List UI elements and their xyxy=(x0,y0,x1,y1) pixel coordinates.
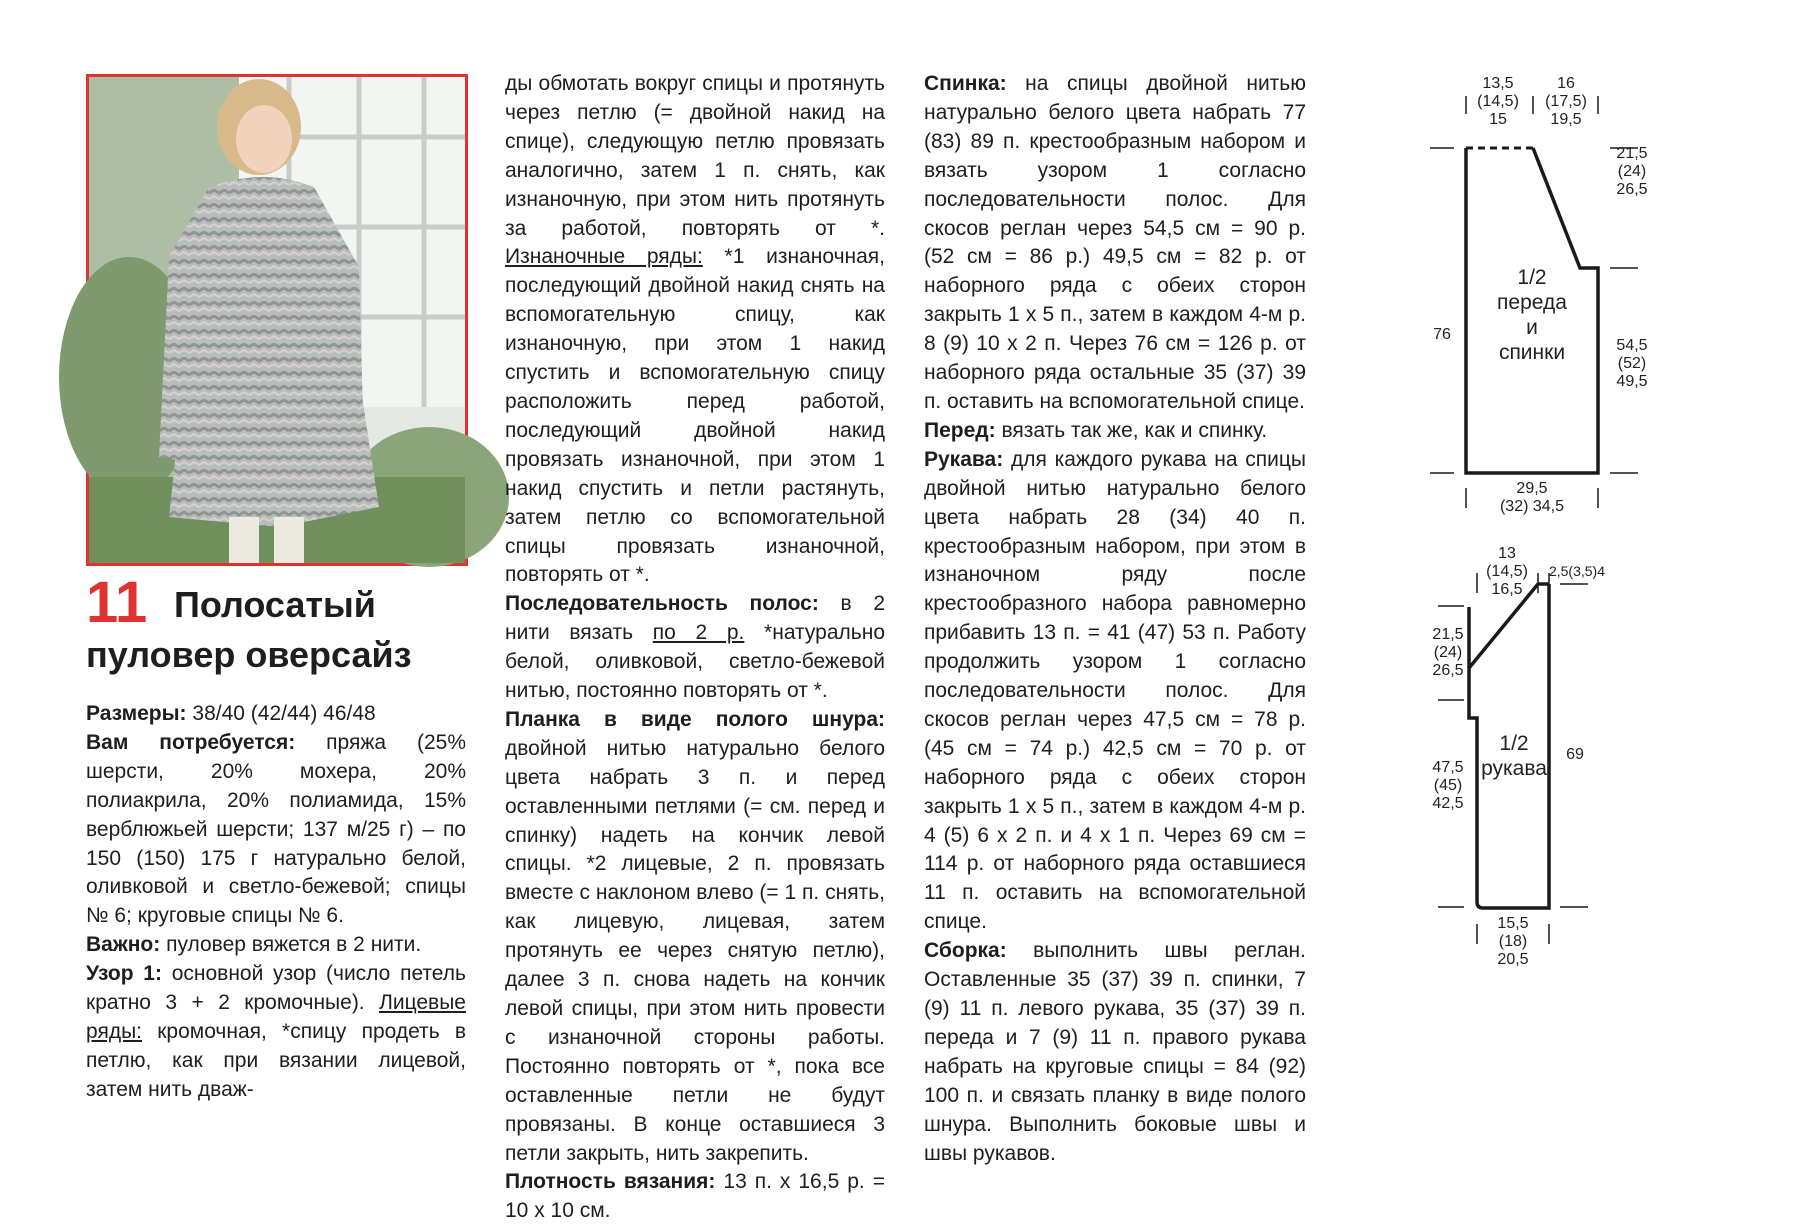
gauge-text: 13 п. х 16,5 р. = 10 х 10 см. xyxy=(505,1170,885,1223)
important-paragraph xyxy=(86,931,466,960)
body-top-left-1: 13,5 xyxy=(1482,75,1514,92)
important-label: Важно: xyxy=(86,933,161,957)
body-top-right-1: 16 xyxy=(1557,75,1575,92)
stripes-text-b: *натурально белой, оливковой, светло-бежевой нитью, постоянно повторять от *. xyxy=(505,621,885,703)
body-bottom-2: (32) 34,5 xyxy=(1499,498,1565,515)
body-label-1: 1/2 xyxy=(1517,266,1547,289)
model-photo xyxy=(86,74,468,566)
body-schematic xyxy=(1430,75,1648,515)
sleeve-side-2: (45) xyxy=(1433,777,1463,794)
body-side-1: 54,5 xyxy=(1616,337,1648,354)
sizes-label: Размеры: xyxy=(86,702,187,725)
pattern-schematics xyxy=(1380,60,1700,1020)
body-raglan-2: (24) xyxy=(1617,163,1647,180)
project-number: 11 xyxy=(86,570,148,635)
front-text: вязать так же, как и спинку. xyxy=(995,418,1268,442)
front-label: Перед: xyxy=(924,418,996,442)
body-top-left-2: (14,5) xyxy=(1477,93,1519,110)
sleeve-top-1: 13 xyxy=(1498,545,1516,562)
sleeve-top-2: (14,5) xyxy=(1486,563,1528,580)
body-raglan-3: 26,5 xyxy=(1616,181,1648,198)
body-label-4: спинки xyxy=(1498,341,1566,364)
gauge-paragraph xyxy=(505,1168,885,1226)
assembly-text: выполнить швы реглан. Оставленные 35 (37) 39 п. спинки, 7 (9) 11 п. левого рукава, 35 (37) 39 п. переда и 7 (9) 11 п. правого рукава набрать на круговые спицы = 84 (92) 100 п. и связать планку в виде полого шнура. Выполнить боковые швы и швы рукавов. xyxy=(924,939,1306,1165)
sleeve-label-1: 1/2 xyxy=(1499,732,1529,755)
body-bottom-1: 29,5 xyxy=(1516,480,1548,497)
sizes-paragraph xyxy=(86,700,466,729)
materials-label: Вам потребуется: xyxy=(86,730,296,754)
pattern-cont-a: ды обмотать вокруг спицы и протянуть через петлю (= двойной накид на спице), следующую петлю провязать аналогично, затем 1 п. снять, как изнаночную, при этом нить протянуть за работой, повторять от *. xyxy=(505,72,885,240)
pattern-cont-b: *1 изнаночная, последующий двойной накид снять на вспомогательную спицу, как изнаночную, при этом 1 накид спустить и вспомогательную спицу расположить перед работой, последующий двойной накид провязать изнаночной, при этом 1 накид спустить и петли растянуть, затем петлю со вспомогательной спицы провязать изнаночной, повторять от *. xyxy=(505,245,885,587)
back-text: на спицы двойной нитью натурально белого цвета набрать 77 (83) 89 п. крестообразным набором и вязать узором 1 согласно последовательности полос. Для скосов реглан через 54,5 см = 90 р. (52 см = 86 р.) 49,5 см = 82 р. от наборного ряда с обеих сторон закрыть 1 х 5 п., затем в каждом 4-м р. 8 (9) 10 х 2 п. Через 76 см = 126 р. от наборного ряда остальные 35 (37) 39 п. оставить на вспомогательной спице. xyxy=(924,72,1306,413)
body-height: 76 xyxy=(1433,326,1451,343)
sleeve-top-right: 2,5(3,5)4 xyxy=(1548,563,1606,579)
materials-text: пряжа (25% шерсти, 20% мохера, 20% полиакрила, 20% полиамида, 15% верблюжьей шерсти; 137 м/25 г) – по 150 (150) 175 г натурально белой, оливковой и светло-бежевой; спицы № 6; круговые спицы № 6. xyxy=(86,730,466,928)
sleeve-bottom-3: 20,5 xyxy=(1497,951,1529,968)
stripes-paragraph xyxy=(505,590,885,706)
body-top-left-3: 15 xyxy=(1489,111,1507,128)
materials-paragraph xyxy=(86,729,466,931)
knit-rows-label: Лицевые ряды: xyxy=(86,991,466,1043)
sleeve-top-3: 16,5 xyxy=(1491,581,1523,598)
body-side-2: (52) xyxy=(1617,355,1647,372)
pattern-paragraph xyxy=(86,960,466,1105)
sleeve-schematic xyxy=(1432,545,1605,968)
sleeve-height: 69 xyxy=(1566,746,1584,763)
column-1 xyxy=(86,700,466,1105)
sleeves-label: Рукава: xyxy=(924,447,1004,471)
assembly-label: Сборка: xyxy=(924,939,1007,963)
stripes-label: Последовательность полос: xyxy=(505,592,819,616)
sleeves-paragraph xyxy=(924,446,1306,937)
column-2 xyxy=(505,70,885,1226)
sleeve-bottom-1: 15,5 xyxy=(1497,915,1529,932)
assembly-paragraph xyxy=(924,937,1306,1168)
column-3 xyxy=(924,70,1306,1168)
sizes-text: 38/40 (42/44) 46/48 xyxy=(186,702,376,725)
body-label-3: и xyxy=(1526,316,1538,339)
pattern-text-a: основной узор (число петель кратно 3 + 2 кромочные). xyxy=(86,962,466,1015)
title-line-2: пуловер оверсайз xyxy=(86,634,412,675)
sleeve-label-2: рукава xyxy=(1481,757,1547,780)
pattern-continued xyxy=(505,70,885,590)
cord-paragraph xyxy=(505,706,885,1169)
sleeve-bottom-2: (18) xyxy=(1498,933,1528,950)
body-side-3: 49,5 xyxy=(1616,373,1648,390)
sleeve-raglan-2: (24) xyxy=(1433,644,1463,661)
body-top-right-3: 19,5 xyxy=(1550,111,1582,128)
stripes-underlined: по 2 р. xyxy=(652,621,745,645)
cord-text: двойной нитью натурально белого цвета набрать 3 п. и перед оставленными петлями (= см. перед и спинку) надеть на кончик левой спицы. *2 лицевые, 2 п. провязать вместе с наклоном влево (= 1 п. снять, как лицевую, лицевая, затем протянуть ее через снятую петлю), далее 3 п. снова надеть на кончик левой спицы, при этом нить провести с изнаночной стороны работы. Постоянно повторять от *, пока все оставленные петли не будут провязаны. В конце оставшиеся 3 петли закрыть, нить закрепить. xyxy=(505,736,885,1165)
body-raglan-1: 21,5 xyxy=(1616,145,1648,162)
stripes-text-a: в 2 нити вязать xyxy=(505,592,885,645)
body-top-right-2: (17,5) xyxy=(1545,93,1587,110)
pattern-label: Узор 1: xyxy=(86,962,162,986)
sleeve-raglan-3: 26,5 xyxy=(1432,662,1464,679)
sleeve-raglan-1: 21,5 xyxy=(1432,626,1464,643)
cord-label: Планка в виде полого шнура: xyxy=(505,707,885,731)
body-label-2: переда xyxy=(1497,291,1567,314)
purl-rows-label: Изнаночные ряды: xyxy=(505,245,703,269)
gauge-label: Плотность вязания: xyxy=(505,1170,716,1194)
sleeve-side-3: 42,5 xyxy=(1432,795,1464,812)
sleeves-text: для каждого рукава на спицы двойной нитью натурально белого цвета набрать 28 (34) 40 п. крестообразным набором, при этом в изнаночном ряду после крестообразного набора равномерно прибавить 13 п. = 41 (47) 53 п. Работу продолжить узором 1 согласно последовательности полос. Для скосов реглан через 47,5 см = 78 р. (45 см = 74 р.) 42,5 см = 70 р. от наборного ряда с обеих сторон закрыть 1 х 5 п., затем в каждом 4-м р. 4 (5) 6 х 2 п. и 4 х 1 п. Через 69 см = 114 р. от наборного ряда оставшиеся 11 п. оставить на вспомогательной спице. xyxy=(924,447,1306,934)
back-label: Спинка: xyxy=(924,72,1007,95)
front-paragraph xyxy=(924,417,1306,446)
pattern-text-b: кромочная, *спицу продеть в петлю, как при вязании лицевой, затем нить дваж- xyxy=(86,1019,466,1101)
back-paragraph xyxy=(924,70,1306,417)
title-line-1: Полосатый xyxy=(174,584,376,625)
important-text: пуловер вяжется в 2 нити. xyxy=(160,933,422,957)
sleeve-side-1: 47,5 xyxy=(1432,759,1464,776)
